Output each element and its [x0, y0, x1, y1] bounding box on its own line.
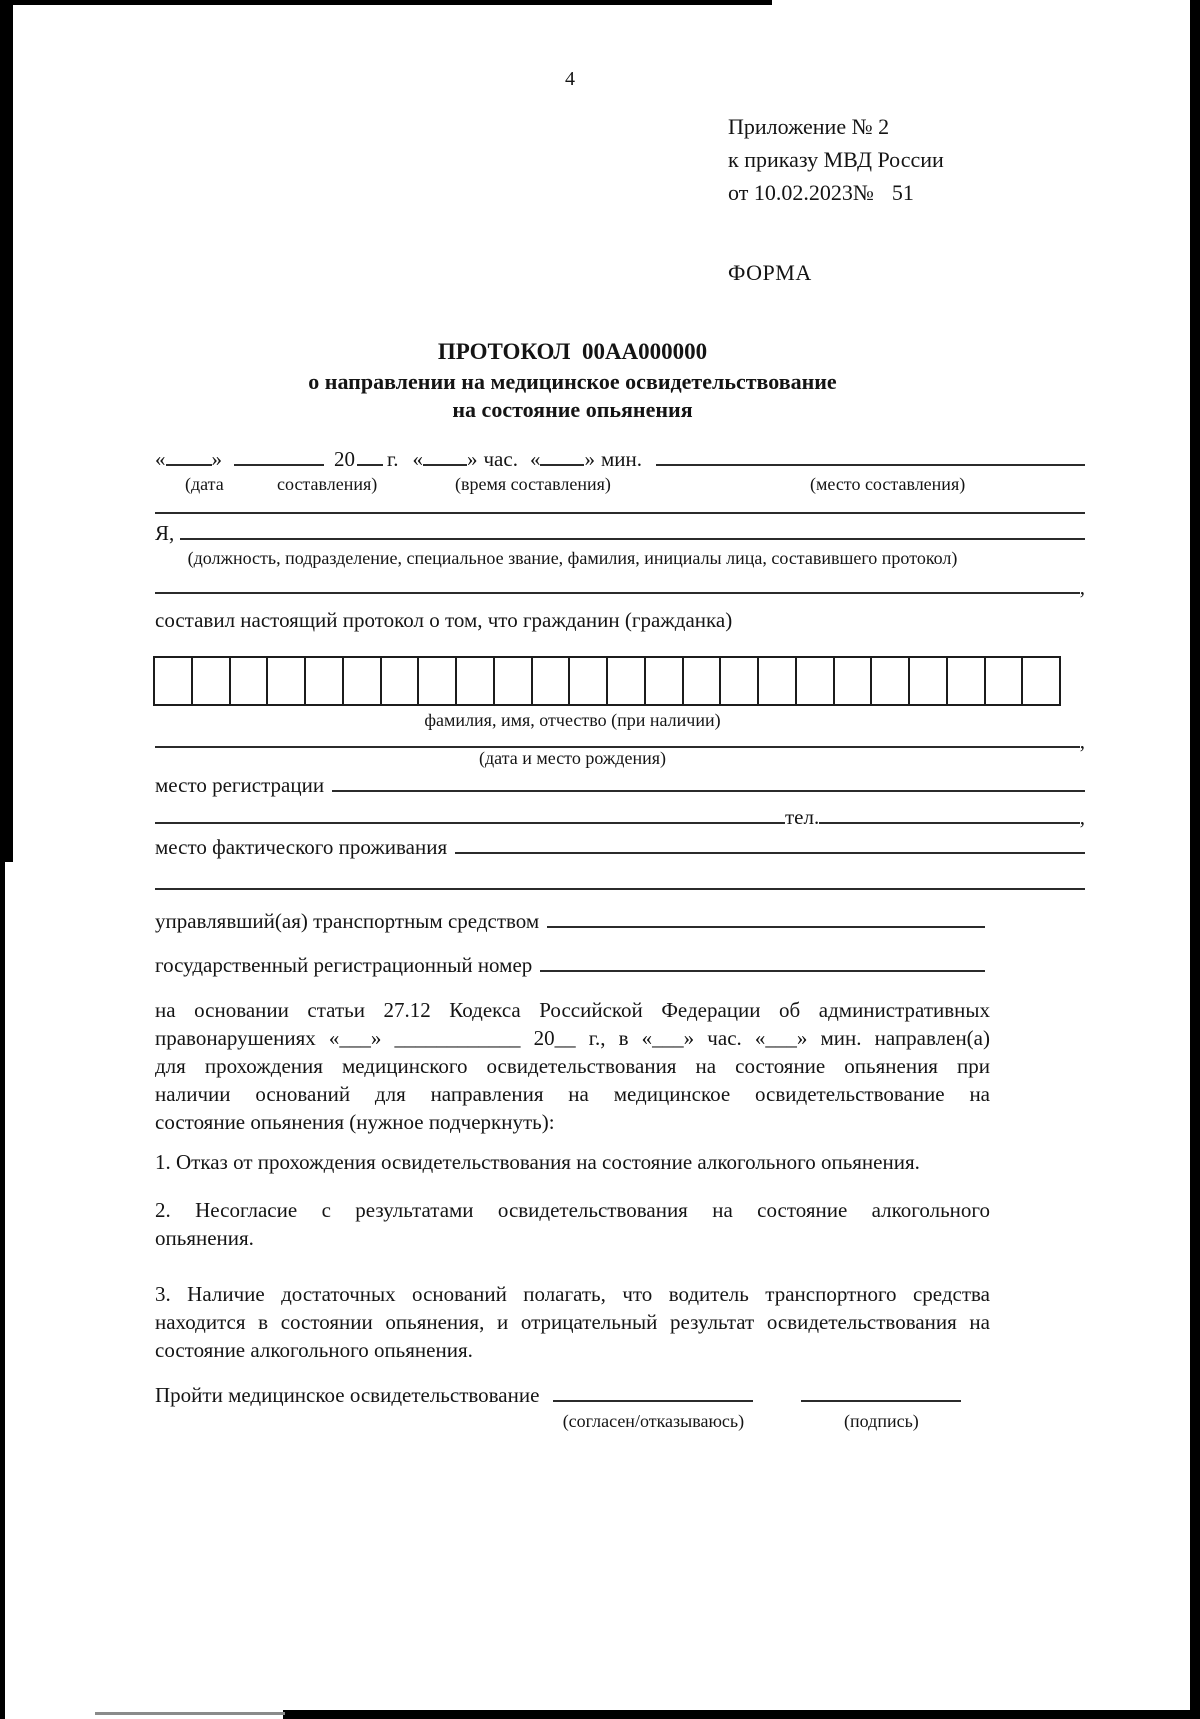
caption-signature: (подпись) [844, 1411, 919, 1431]
official-continuation-blank [155, 572, 1080, 594]
fio-grid-cell [419, 658, 457, 704]
minute-blank [540, 444, 584, 466]
registration-label: место регистрации [155, 773, 325, 797]
scan-edge-right [1190, 0, 1200, 1719]
title-line-3: на состояние опьянения [452, 397, 693, 422]
quote-open: « [155, 447, 166, 471]
scan-edge-bottom-faint [95, 1712, 285, 1715]
fio-grid-cell [533, 658, 571, 704]
fio-grid-cell [684, 658, 722, 704]
name-grid [153, 656, 1061, 706]
fio-grid-cell [1023, 658, 1059, 704]
residence-row [155, 832, 1085, 860]
scan-edge-left-top [0, 0, 13, 862]
fio-grid-cell [910, 658, 948, 704]
drafted-sentence [155, 608, 1085, 633]
numero-sign: № [852, 180, 874, 205]
item-1 [155, 1148, 990, 1176]
registration-blank [332, 770, 1085, 792]
fio-grid-cell [797, 658, 835, 704]
consent-blank [553, 1380, 753, 1402]
fio-grid-cell [646, 658, 684, 704]
caption-date-part2: составления) [277, 474, 378, 494]
date-month-blank [234, 444, 324, 466]
vehicle-row [155, 906, 985, 934]
phone-blank [819, 802, 1080, 824]
plate-row [155, 950, 985, 978]
medical-consent-captions [155, 1408, 961, 1433]
fio-grid-cell [872, 658, 910, 704]
hour-blank [423, 444, 467, 466]
medical-consent-row [155, 1380, 1085, 1408]
fio-grid-cell [344, 658, 382, 704]
signature-blank [801, 1380, 961, 1402]
caption-consent: (согласен/отказываюсь) [562, 1411, 745, 1431]
phone-label: тел. [785, 805, 820, 829]
medical-label: Пройти медицинское освидетельствование [155, 1383, 540, 1407]
caption-fio: фамилия, имя, отчество (при наличии) [424, 710, 721, 730]
paragraph-line: состояние опьянения (нужное подчеркнуть): [155, 1110, 555, 1134]
paragraph-line: 2. Несогласие с результатами освидетельствования на состояние алкогольного [155, 1198, 990, 1222]
item-2 [155, 1196, 990, 1252]
caption-place: (место составления) [810, 474, 966, 494]
legal-basis-paragraph [155, 996, 990, 1136]
registration-continuation-blank [155, 802, 785, 824]
paragraph-line: правонарушениях «___» ____________ 20__ г., в «___» час. «___» мин. направлен(а) [155, 1026, 990, 1050]
document-title [155, 338, 990, 424]
fio-grid-cell [306, 658, 344, 704]
paragraph-line: наличии оснований для направления на медицинское освидетельствование на [155, 1082, 990, 1106]
quote-close: » [467, 447, 478, 471]
fio-grid-cell [608, 658, 646, 704]
official-blank [180, 518, 1085, 540]
fio-grid-cell [457, 658, 495, 704]
paragraph-line: 3. Наличие достаточных оснований полагать, что водитель транспортного средства [155, 1282, 990, 1306]
caption-time: (время составления) [455, 474, 611, 494]
place-continuation-line [155, 494, 1085, 514]
fio-grid-cell [570, 658, 608, 704]
scan-edge-bottom [283, 1710, 1200, 1719]
order-line [728, 176, 944, 209]
page-number: 4 [565, 68, 575, 90]
fio-grid-cell [155, 658, 193, 704]
fio-grid-cell [759, 658, 797, 704]
quote-close: » [584, 447, 595, 471]
scan-edge-top [0, 0, 772, 5]
residence-blank [455, 832, 1085, 854]
place-blank [656, 444, 1085, 466]
fio-grid-cell [835, 658, 873, 704]
quote-close: » [211, 447, 222, 471]
hour-label: час. [483, 447, 518, 471]
datetime-row [155, 444, 1085, 472]
comma: , [1079, 805, 1085, 829]
item-3 [155, 1280, 990, 1364]
registration-row [155, 770, 1085, 798]
appendix-block [728, 110, 944, 209]
official-row [155, 518, 1085, 546]
official-continuation-row [155, 572, 1085, 600]
fio-grid-cell [231, 658, 269, 704]
vehicle-blank [547, 906, 985, 928]
fio-grid-cell [193, 658, 231, 704]
paragraph-line: 1. Отказ от прохождения освидетельствования на состояние алкогольного опьянения. [155, 1150, 920, 1174]
year-blank [357, 444, 383, 466]
date-day-blank [166, 444, 212, 466]
form-label: ФОРМА [728, 260, 812, 285]
paragraph-line: для прохождения медицинского освидетельствования на состояние опьянения при [155, 1054, 990, 1078]
comma: , [1079, 575, 1085, 599]
quote-open: « [412, 447, 423, 471]
residence-label: место фактического проживания [155, 835, 448, 859]
plate-blank [540, 950, 985, 972]
paragraph-line: опьянения. [155, 1226, 254, 1250]
i-label: Я, [155, 521, 175, 545]
title-line-2: о направлении на медицинское освидетельствование [308, 369, 837, 394]
fio-grid-cell [268, 658, 306, 704]
paragraph-line: находится в состоянии опьянения, и отрицательный результат освидетельствования на [155, 1310, 990, 1334]
vehicle-label: управлявший(ая) транспортным средством [155, 909, 540, 933]
residence-continuation-line [155, 870, 1085, 890]
paragraph-line: на основании статьи 27.12 Кодекса Российской Федерации об административных [155, 998, 990, 1022]
year-suffix: г. [387, 447, 399, 471]
caption-birth: (дата и место рождения) [478, 748, 666, 768]
year-prefix: 20 [334, 447, 355, 471]
paragraph-line: состояние алкогольного опьянения. [155, 1338, 473, 1362]
fio-grid-cell [495, 658, 533, 704]
appendix-line-2: к приказу МВД России [728, 147, 944, 172]
comma: , [1079, 729, 1085, 753]
order-date: от 10.02.2023 [728, 180, 853, 205]
caption-date-part1: (дата [185, 474, 224, 494]
scan-edge-left-bottom [0, 862, 5, 1719]
fio-grid-cell [948, 658, 986, 704]
fio-grid-cell [382, 658, 420, 704]
title-line-1: ПРОТОКОЛ 00АА000000 [437, 339, 708, 364]
caption-official: (должность, подразделение, специальное звание, фамилия, инициалы лица, составившего протокол) [187, 548, 958, 568]
order-number: 51 [891, 180, 914, 205]
appendix-line-1: Приложение № 2 [728, 114, 890, 139]
plate-label: государственный регистрационный номер [155, 953, 533, 977]
fio-grid-cell [721, 658, 759, 704]
drafted-sentence-text: составил настоящий протокол о том, что гражданин (гражданка) [155, 608, 733, 632]
birth-blank [155, 726, 1080, 748]
fio-grid-cell [986, 658, 1024, 704]
phone-row [155, 802, 1085, 830]
quote-open: « [529, 447, 541, 471]
minute-label: мин. [600, 447, 642, 471]
